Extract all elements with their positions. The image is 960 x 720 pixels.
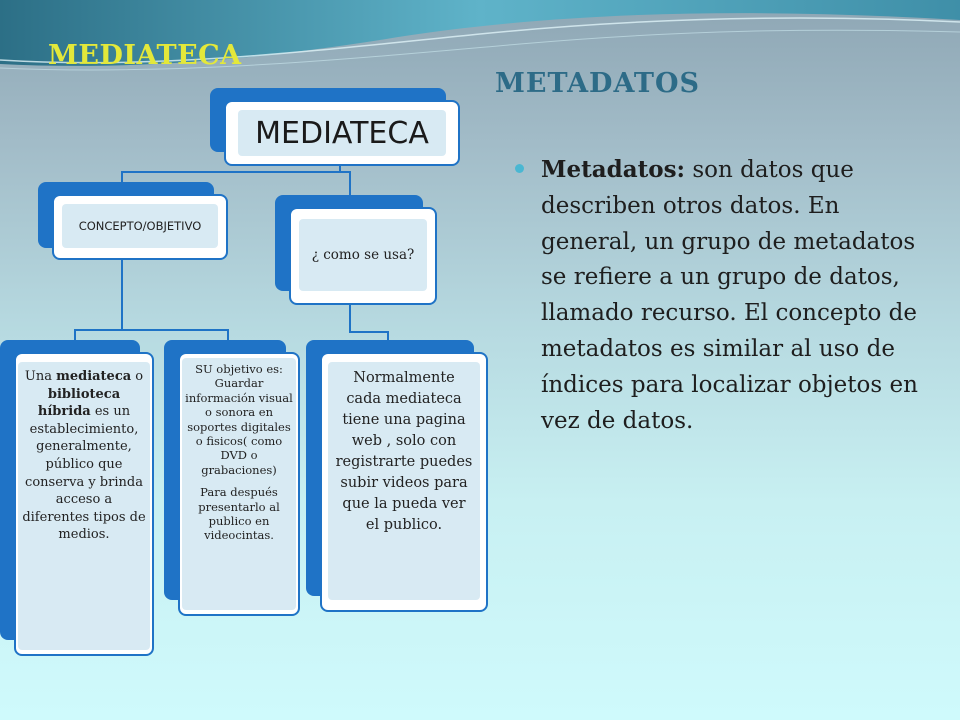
bullet-term: Metadatos: (541, 156, 686, 183)
objective-paragraph-2: Para después presentarlo al publico en videocintas. (198, 485, 280, 543)
org-node-concept (38, 182, 230, 262)
org-node-root (210, 88, 460, 166)
org-leaf-definition (0, 340, 154, 656)
org-leaf-definition-text (18, 362, 150, 650)
org-node-usage-label: ¿ como se usa? (299, 219, 427, 291)
bullet-text: son datos que describen otros datos. En general, un grupo de metadatos se refiere a un grupo de datos, llamado recurso. El concepto de metadatos es similar al uso de índices para localizar objetos en vez de datos. (541, 157, 918, 434)
definition-text-part3: es un establecimiento, generalmente, público que conserva y brinda acceso a diferentes tipos de medios. (22, 404, 146, 543)
org-leaf-objective-text (182, 358, 296, 610)
slide-title: MEDIATECA (48, 40, 242, 71)
definition-text-part1: Una (24, 369, 57, 384)
org-node-root-label: MEDIATECA (238, 110, 446, 156)
definition-term-biblioteca-hibrida: biblioteca híbrida (37, 386, 121, 420)
definition-term-mediateca: mediateca (56, 369, 132, 384)
org-leaf-usage (306, 340, 488, 612)
org-node-concept-label: CONCEPTO/OBJETIVO (62, 204, 218, 248)
section-title: METADATOS (495, 68, 701, 99)
objective-paragraph-1: SU objetivo es: Guardar información visual o sonora en soportes digitales o fisicos( como DVD o grabaciones) (185, 362, 293, 477)
definition-text-part2: o (131, 369, 144, 384)
org-leaf-usage-text: Normalmente cada mediateca tiene una pagina web , solo con registrarte puedes subir videos para que la pueda ver el publico. (328, 362, 480, 600)
org-node-usage (275, 195, 437, 305)
org-leaf-objective (164, 340, 300, 616)
